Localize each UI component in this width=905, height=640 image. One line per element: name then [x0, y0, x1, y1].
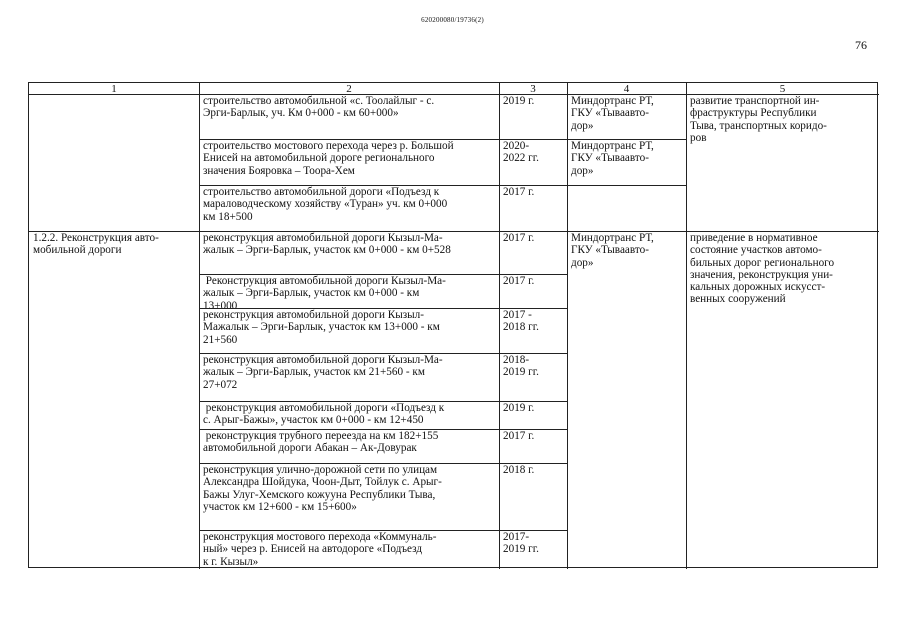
expected-result-line: развитие транспортной ин-	[690, 95, 820, 107]
measure-year-line: 2017-	[503, 531, 530, 543]
expected-result-line: кальных дорожных искусст-	[690, 281, 826, 294]
expected-result	[686, 231, 879, 568]
page-number: 76	[855, 38, 867, 52]
table-rule	[567, 185, 686, 186]
measure-year	[499, 185, 567, 231]
header-row	[29, 83, 877, 94]
measure-description	[199, 139, 499, 185]
measure-description-line: к г. Кызыл»	[203, 555, 259, 568]
table-rule	[199, 429, 567, 430]
section-title-line: мобильной дороги	[33, 244, 122, 257]
executor	[567, 231, 686, 568]
section-title	[29, 231, 199, 568]
measure-year	[499, 231, 567, 274]
table-rule	[199, 353, 567, 354]
measure-description-line: ный» через р. Енисей на автодороге «Подъезд	[203, 543, 423, 556]
measure-year-line: 2017 -	[503, 309, 532, 321]
measure-description-line: реконструкция автомобильной дороги «Подъезд к	[203, 402, 445, 414]
expected-result-line: состояние участков автомо-	[690, 244, 822, 257]
executor-line: Миндортранс РТ,	[571, 232, 654, 244]
expected-result-line: Тыва, транспортных коридо-	[690, 119, 827, 132]
executor-line: дор»	[571, 256, 594, 269]
measure-year	[499, 94, 567, 139]
measure-description-line: реконструкция улично-дорожной сети по улицам	[203, 464, 438, 476]
measure-year	[499, 463, 567, 530]
table-rule	[199, 401, 567, 402]
expected-result-line: венных сооружений	[690, 293, 786, 306]
executor-line: дор»	[571, 164, 594, 177]
measure-year	[499, 274, 567, 308]
executor-line: ГКУ «Тываавто-	[571, 244, 649, 257]
header-col-2: 2	[346, 83, 352, 94]
table-rule	[199, 139, 567, 140]
measure-description-line: мараловодческому хозяйству «Туран» уч. км 0+000	[203, 198, 448, 211]
measure-year-line: 2017 г.	[503, 186, 535, 198]
executor-line: ГКУ «Тываавто-	[571, 152, 649, 165]
measure-year-line: 2017 г.	[503, 430, 535, 442]
measure-description	[199, 231, 499, 274]
measure-description-line: км 18+500	[203, 210, 253, 223]
measure-description-line: автомобильной дороги Абакан – Ак-Довурак	[203, 442, 417, 455]
table-rule	[199, 274, 567, 275]
measure-description-line: Александра Шойдука, Чоон-Дыт, Тойлук с. Арыг-	[203, 476, 442, 489]
executor	[567, 139, 686, 185]
measure-description	[199, 429, 499, 463]
measure-year	[499, 530, 567, 568]
executor-line: Миндортранс РТ,	[571, 140, 654, 152]
table-rule	[29, 231, 199, 232]
table-rule	[199, 308, 567, 309]
expected-result	[686, 94, 879, 231]
measure-description-line: значения Бояровка – Тоора-Хем	[203, 164, 355, 177]
measure-description	[199, 530, 499, 568]
table-rule	[199, 530, 567, 531]
expected-result-line: ров	[690, 131, 707, 144]
measure-description-line: жалык – Эрги-Барлык, участок км 0+000 - км	[203, 287, 420, 300]
measure-description-line: Эрги-Барлык, уч. Км 0+000 - км 60+000»	[203, 107, 399, 120]
measure-description	[199, 94, 499, 139]
measure-description-line: строительство автомобильной дороги «Подъезд к	[203, 186, 440, 198]
header-col-5: 5	[779, 83, 786, 94]
measure-description	[199, 185, 499, 231]
table-rule	[199, 463, 567, 464]
measure-year	[499, 353, 567, 401]
header-col-1: 1	[111, 83, 117, 94]
measure-year-line: 2019 г.	[503, 402, 535, 414]
measure-description-line: Мажалык – Эрги-Барлык, участок км 13+000 - км	[203, 321, 440, 334]
measure-year-line: 2018 г.	[503, 464, 535, 476]
measure-year	[499, 139, 567, 185]
header-col-3: 3	[530, 83, 536, 94]
measure-year-line: 2020-	[503, 140, 530, 152]
measure-description-line: Бажы Улуг-Хемского кожууна Республики Тыва,	[203, 488, 436, 501]
expected-result-line: приведение в нормативное	[690, 232, 818, 244]
measure-description-line: 27+072	[203, 378, 238, 391]
measure-year-line: 2019 гг.	[503, 543, 539, 556]
measure-year-line: 2017 г.	[503, 232, 535, 244]
executor-line: дор»	[571, 119, 594, 132]
measure-description-line: 13+000	[203, 299, 238, 308]
measure-description-line: реконструкция автомобильной дороги Кызыл-Ма-	[203, 232, 443, 244]
section-title-line: 1.2.2. Реконструкция авто-	[33, 232, 159, 244]
measure-description-line: строительство автомобильной «с. Тоолайлыг - с.	[203, 95, 435, 107]
measure-year-line: 2019 г.	[503, 95, 535, 107]
measure-description-line: жалык – Эрги-Барлык, участок км 21+560 - км	[203, 366, 425, 379]
measure-description-line: строительство мостового перехода через р. Большой	[203, 140, 454, 152]
measure-description	[199, 353, 499, 401]
measure-description	[199, 274, 499, 308]
measure-year-line: 2018 гг.	[503, 321, 539, 334]
expected-result-line: бильных дорог регионального	[690, 256, 835, 269]
measure-description-line: реконструкция автомобильной дороги Кызыл-	[203, 309, 424, 321]
measure-description-line: Реконструкция автомобильной дороги Кызыл-Ма-	[203, 275, 446, 287]
measure-year	[499, 401, 567, 429]
document-code: 620200080/19736(2)	[421, 16, 484, 24]
measure-description-line: Енисей на автомобильной дороге регионального	[203, 152, 435, 165]
measure-year	[499, 429, 567, 463]
measure-year-line: 2022 гг.	[503, 152, 539, 165]
measure-year-line: 2019 гг.	[503, 366, 539, 379]
measure-description-line: реконструкция мостового перехода «Коммуналь-	[203, 531, 437, 543]
executor-line: Миндортранс РТ,	[571, 95, 654, 107]
measure-description-line: реконструкция автомобильной дороги Кызыл-Ма-	[203, 354, 443, 366]
measure-description-line: участок км 12+600 - км 15+600»	[203, 500, 357, 513]
program-table	[28, 82, 878, 568]
table-rule	[199, 231, 567, 232]
header-col-4: 4	[623, 83, 630, 94]
measure-year	[499, 308, 567, 353]
table-rule	[199, 185, 567, 186]
measure-year-line: 2017 г.	[503, 275, 535, 287]
measure-description-line: жалык – Эрги-Барлык, участок км 0+000 - км 0+528	[203, 244, 451, 257]
measure-description	[199, 308, 499, 353]
measure-description-line: 21+560	[203, 333, 238, 346]
measure-year-line: 2018-	[503, 354, 530, 366]
measure-description	[199, 401, 499, 429]
executor	[567, 94, 686, 139]
expected-result-line: фраструктуры Республики	[690, 107, 817, 120]
executor-line: ГКУ «Тываавто-	[571, 107, 649, 120]
measure-description-line: с. Арыг-Бажы», участок км 0+000 - км 12+450	[203, 414, 424, 427]
measure-description	[199, 463, 499, 530]
expected-result-line: значения, реконструкция уни-	[690, 268, 833, 281]
measure-description-line: реконструкция трубного переезда на км 182+155	[203, 430, 439, 442]
